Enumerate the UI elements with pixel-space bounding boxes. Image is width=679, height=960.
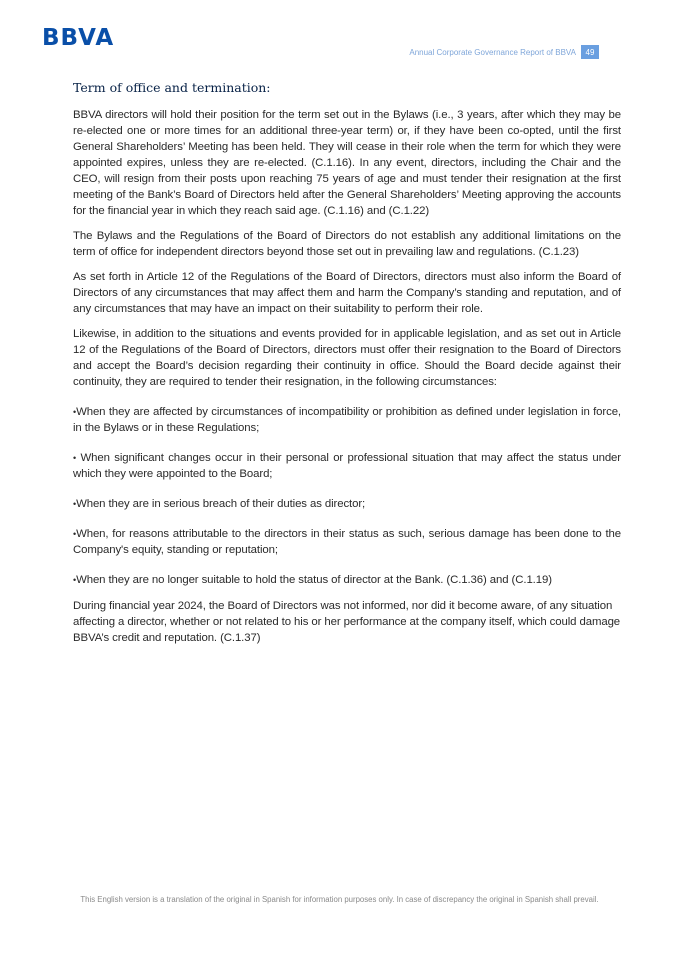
bullet-icon: • [73,407,77,417]
bullet-icon: • [73,575,77,585]
report-title: Annual Corporate Governance Report of BBVA [409,47,576,57]
page-number: 49 [581,45,599,59]
footer-disclaimer: This English version is a translation of the original in Spanish for information purposes only. In case of discrepancy the original in Spanish shall prevail. [80,895,599,904]
paragraph-resignation: Likewise, in addition to the situations and events provided for in applicable legislation, and as set out in Article 12 of the Regulations of the Board of Directors, directors must offer their resignation to the Board of Directors and accept the Board’s decision regarding their continuity in office. Should the Board decide against their continuity, they are required to tender their resignation, in the following circumstances: [73,328,621,388]
section-title: Term of office and termination: [73,80,271,95]
list-item: •When, for reasons attributable to the directors in their status as such, serious damage has been done to the Company's equity, standing or reputation; [73,528,621,556]
page-header [409,45,599,59]
paragraph-article-12: As set forth in Article 12 of the Regulations of the Board of Directors, directors must also inform the Board of Directors of any circumstances that may affect them and harm the Company’s standing and reputation, and of any circumstances that may have an impact on their suitability to perform their role. [73,271,621,315]
paragraph-term: BBVA directors will hold their position for the term set out in the Bylaws (i.e., 3 years, after which they may be re-elected one or more times for an additional three-year term) or, if they have been co-opted, until the first General Shareholders’ Meeting has been held. They will cease in their role when the term for which they were appointed expires, unless they are re-elected. (C.1.16). In any event, directors, including the Chair and the CEO, will resign from their posts upon reaching 75 years of age and must tender their resignation at the first meeting of the Bank’s Board of Directors held after the General Shareholders’ Meeting approving the accounts for the financial year in which they reach said age. (C.1.16) and (C.1.22) [73,109,621,217]
bbva-logo: BBVA [42,25,115,51]
document-body [73,80,621,655]
list-item: •When they are in serious breach of their duties as director; [73,498,366,510]
list-item: •When they are no longer suitable to hold the status of director at the Bank. (C.1.36) and (C.1.19) [73,574,552,586]
bullet-icon: • [73,499,77,509]
list-item: • When significant changes occur in their personal or professional situation that may affect the status under which they were appointed to the Board; [73,452,621,480]
bullet-icon: • [73,529,77,539]
list-item: •When they are affected by circumstances of incompatibility or prohibition as defined under legislation in force, in the Bylaws or in these Regulations; [73,406,621,434]
paragraph-closing: During financial year 2024, the Board of Directors was not informed, nor did it become aware, of any situation affecting a director, whether or not related to his or her performance at the company itself, which could damage BBVA’s credit and reputation. (C.1.37) [73,600,621,644]
paragraph-limitations: The Bylaws and the Regulations of the Board of Directors do not establish any additional limitations on the term of office for independent directors beyond those set out in prevailing law and regulations. (C.1.23) [73,230,621,258]
bullet-icon: • [73,453,77,463]
